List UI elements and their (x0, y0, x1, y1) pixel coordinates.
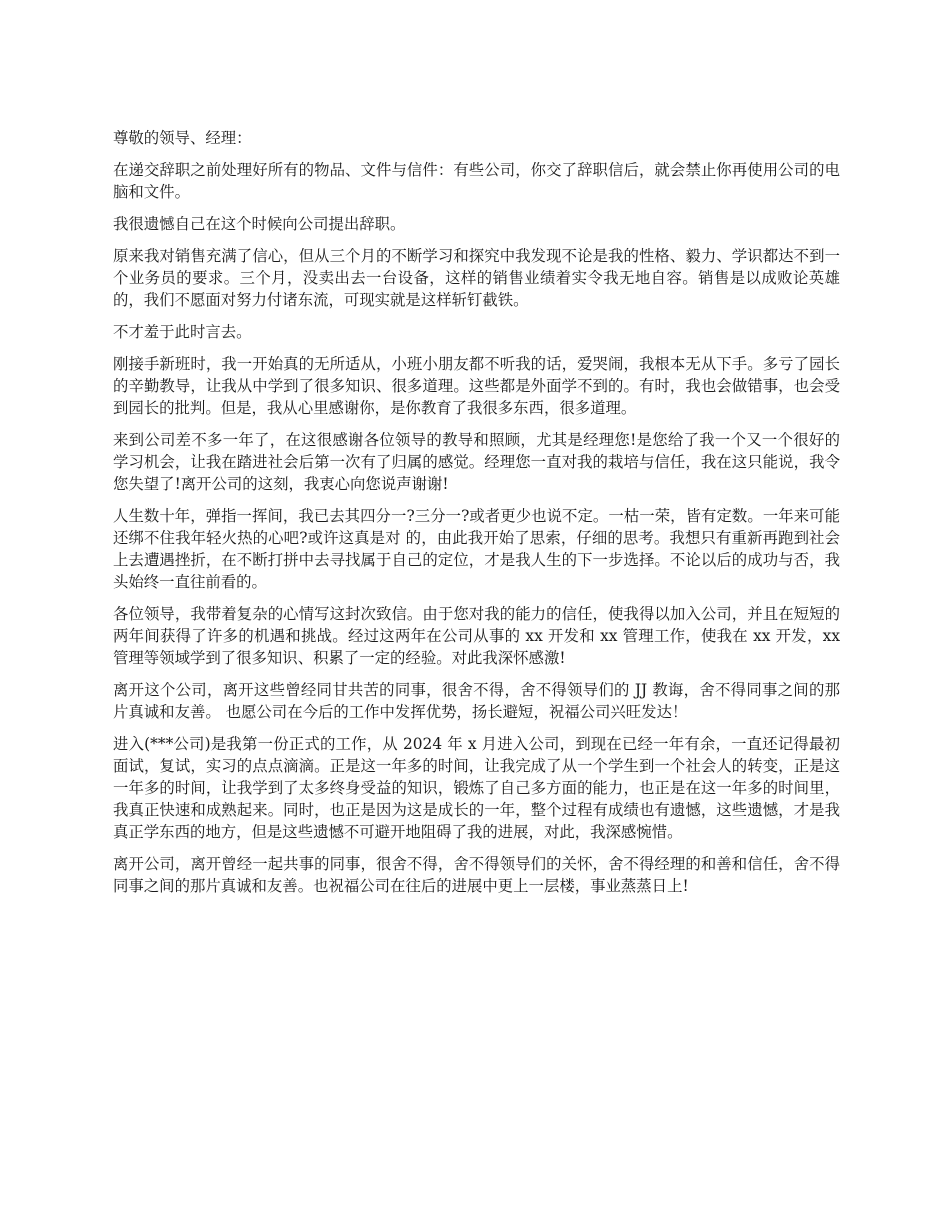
paragraph-handover: 在递交辞职之前处理好所有的物品、文件与信件：有些公司，你交了辞职信后，就会禁止你再使用公司的电脑和文件。 (113, 161, 840, 201)
letter-body (113, 127, 840, 907)
paragraph-life: 人生数十年，弹指一挥间，我已去其四分一?三分一?或者更少也说不定。一枯一荣，皆有定数。一年来可能还绑不住我年轻火热的心吧?或许这真是对 的，由此我开始了思索，仔细的思考。我想只有重新再跑到社会上去遭遇挫折，在不断打拼中去寻找属于自己的定位，才是我人生的下一步选择。不论以后的成功与否，我头始终一直往前看的。 (113, 507, 840, 591)
paragraph-thanks-manager: 来到公司差不多一年了，在这很感谢各位领导的教导和照顾，尤其是经理您!是您给了我一个又一个很好的学习机会，让我在踏进社会后第一次有了归属的感觉。经理您一直对我的栽培与信任，我在这只能说，我令您失望了!离开公司的这刻，我衷心向您说声谢谢! (113, 431, 840, 493)
paragraph-regret: 我很遗憾自己在这个时候向公司提出辞职。 (113, 215, 406, 233)
paragraph-sales: 原来我对销售充满了信心，但从三个月的不断学习和探究中我发现不论是我的性格、毅力、学识都达不到一个业务员的要求。三个月，没卖出去一台设备，这样的销售业绩着实令我无地自容。销售是以成败论英雄的，我们不愿面对努力付诸东流，可现实就是这样斩钉截铁。 (113, 247, 840, 309)
paragraph-colleagues: 离开这个公司，离开这些曾经同甘共苦的同事，很舍不得，舍不得领导们的 JJ 教诲，舍不得同事之间的那片真诚和友善。 也愿公司在今后的工作中发挥优势，扬长避短，祝福公司兴旺发达！ (113, 681, 840, 721)
paragraph-closing: 离开公司，离开曾经一起共事的同事，很舍不得，舍不得领导们的关怀，舍不得经理的和善和信任，舍不得同事之间的那片真诚和友善。也祝福公司在往后的进展中更上一层楼，事业蒸蒸日上! (113, 855, 840, 895)
paragraph-gratitude: 各位领导，我带着复杂的心情写这封次致信。由于您对我的能力的信任，使我得以加入公司，并且在短短的两年间获得了许多的机遇和挑战。经过这两年在公司从事的 xx 开发和 xx 管理工作，使我在 xx 开发，xx 管理等领域学到了很多知识、积累了一定的经验。对此我深怀感激! (113, 605, 840, 667)
paragraph-new-class: 刚接手新班时，我一开始真的无所适从，小班小朋友都不听我的话，爱哭闹，我根本无从下手。多亏了园长的辛勤教导，让我从中学到了很多知识、很多道理。这些都是外面学不到的。有时，我也会做错事，也会受到园长的批判。但是，我从心里感谢你，是你教育了我很多东西，很多道理。 (113, 355, 840, 417)
salutation: 尊敬的领导、经理： (113, 129, 252, 147)
paragraph-leave: 不才羞于此时言去。 (113, 323, 252, 341)
paragraph-first-job: 进入(***公司)是我第一份正式的工作，从 2024 年 x 月进入公司，到现在已经一年有余，一直还记得最初面试，复试，实习的点点滴滴。正是这一年多的时间，让我完成了从一个学生到一个社会人的转变，正是这一年多的时间，让我学到了太多终身受益的知识，锻炼了自己多方面的能力，也正是在这一年多的时间里，我真正快速和成熟起来。同时，也正是因为这是成长的一年，整个过程有成绩也有遗憾，这些遗憾，才是我真正学东西的地方，但是这些遗憾不可避开地阻碍了我的进展，对此，我深感惋惜。 (113, 735, 840, 841)
